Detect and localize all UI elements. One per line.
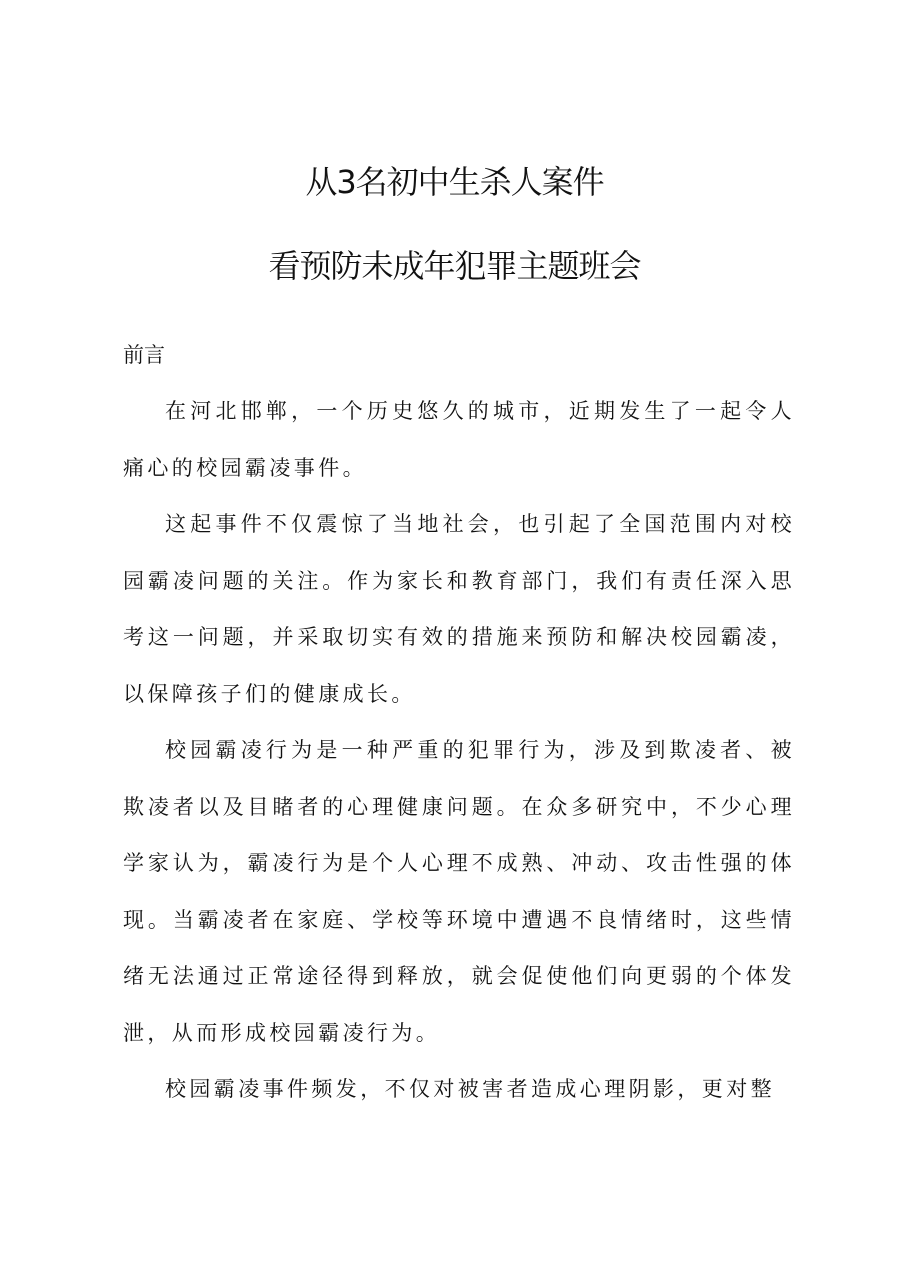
paragraph-2: 这起事件不仅震惊了当地社会，也引起了全国范围内对校园霸凌问题的关注。作为家长和教育部门，我们有责任深入思考这一问题，并采取切实有效的措施来预防和解决校园霸凌，以保障孩子们的健康成长。 <box>123 512 795 706</box>
document-body <box>123 383 795 1118</box>
document-title-line-1: 从3名初中生杀人案件 <box>305 163 604 201</box>
section-heading: 前言 <box>123 343 165 367</box>
document-title-line-2: 看预防未成年犯罪主题班会 <box>268 247 641 285</box>
paragraph-1: 在河北邯郸，一个历史悠久的城市，近期发生了一起令人痛心的校园霸凌事件。 <box>123 399 795 480</box>
paragraph-4: 校园霸凌事件频发，不仅对被害者造成心理阴影，更对整 <box>165 1077 775 1101</box>
paragraph-3: 校园霸凌行为是一种严重的犯罪行为，涉及到欺凌者、被欺凌者以及目睹者的心理健康问题。在众多研究中，不少心理学家认为，霸凌行为是个人心理不成熟、冲动、攻击性强的体现。当霸凌者在家庭、学校等环境中遭遇不良情绪时，这些情绪无法通过正常途径得到释放，就会促使他们向更弱的个体发泄，从而形成校园霸凌行为。 <box>123 738 795 1045</box>
